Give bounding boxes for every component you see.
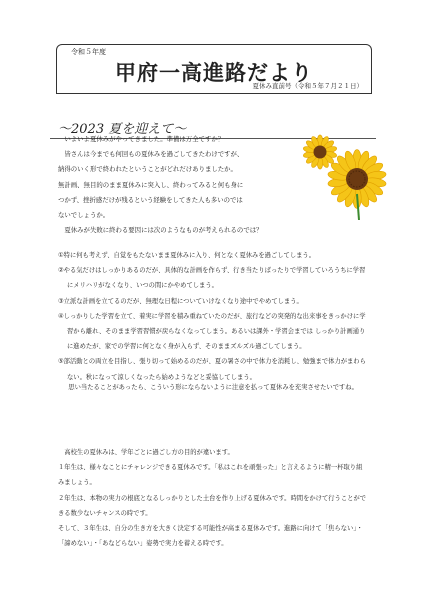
grade-note: そして、３年生は、自分の生き方を大きく決定する可能性が高まる夏休みです。進路に向けて「焦らない」・「諦めない」・「あなどらない」姿勢で実力を蓄える時です。 xyxy=(58,525,363,548)
intro-line: 皆さんは今までも何回もの夏休みを過ごしてきたわけですが、 xyxy=(64,150,244,159)
grade-note: 高校生の夏休みは、学年ごとに過ごし方の目的が違います。 xyxy=(64,449,234,456)
newsletter-header xyxy=(56,44,372,94)
list-item: ⑤部活動との両立を目指し、張り切って始めるのだが、夏の暑さの中で体力を消耗し、勉強まで体力がまわらない。秋になって涼しくなったら始めようなどと妥協してしまう。 xyxy=(58,358,366,381)
failure-causes-list xyxy=(58,248,368,385)
section-heading: ～2023 夏を迎えて～ xyxy=(58,122,187,137)
grade-note: ２年生は、本物の実力の根底となるしっかりとした土台を作り上げる夏休みです。時間をかけて行うことができる数少ないチャンスの時です。 xyxy=(58,494,367,517)
issue-info: 夏休み直前号（令和５年７月２１日） xyxy=(252,82,363,90)
sunflower-small-icon xyxy=(300,132,340,172)
newsletter-title: 甲府一高進路だより xyxy=(115,61,313,85)
intro-line: つかず、挫折感だけが残るという経験をしてきた人も多いのでは xyxy=(58,195,243,204)
intro-line: いよいよ夏休みがやってきました。準備は万全ですか？ xyxy=(64,135,225,143)
fiscal-year: 令和５年度 xyxy=(71,48,106,56)
grade-notes xyxy=(58,445,368,551)
list-item: ②やる気だけはしっかりあるのだが、具体的な計画を作らず、行き当たりばったりで学習していろうちに学習にメリハリがなくなり、いつの間にかやめてしまう。 xyxy=(58,267,366,290)
list-item: ④しっかりした学習を立て、着実に学習を積み重ねていたのだが、旅行などの突発的な出来事をきっかけに学習から離れ、そのまま学習習慣が戻らなくなってしまう。あるいは課外・学習会までは しっかり計画通りに進めたが、家での学習に何となく身が入らず、そのままズルズル過ごしてしまう。 xyxy=(58,312,366,351)
intro-line: ないでしょうか。 xyxy=(58,211,110,220)
intro-line: 無計画、無目的のまま夏休みに突入し、終わってみると何も身に xyxy=(58,180,244,189)
grade-note: １年生は、様々なことにチャレンジできる夏休みです。「私はこれを頑張った」と言えるように精一杯取り組みましょう。 xyxy=(58,464,363,487)
intro-line: 納得のいく形で終われたということがどれだけありましたか。 xyxy=(58,165,237,174)
closing-paragraph: 思い当たることがあったら、こういう形にならないように注意を払って夏休みを充実させたいですね。 xyxy=(68,384,358,391)
intro-line: 夏休みが失敗に終わる要因には次のようなものが考えられるのでは？ xyxy=(64,226,263,235)
intro-paragraph xyxy=(58,132,318,238)
list-item: ③立派な計画を立てるのだが、無理な日程についていけなくなり途中でやめてしまう。 xyxy=(58,297,303,305)
list-item: ①特に何も考えず、自覚をもたないまま夏休みに入り、何となく夏休みを過ごしてしまう。 xyxy=(58,252,316,259)
